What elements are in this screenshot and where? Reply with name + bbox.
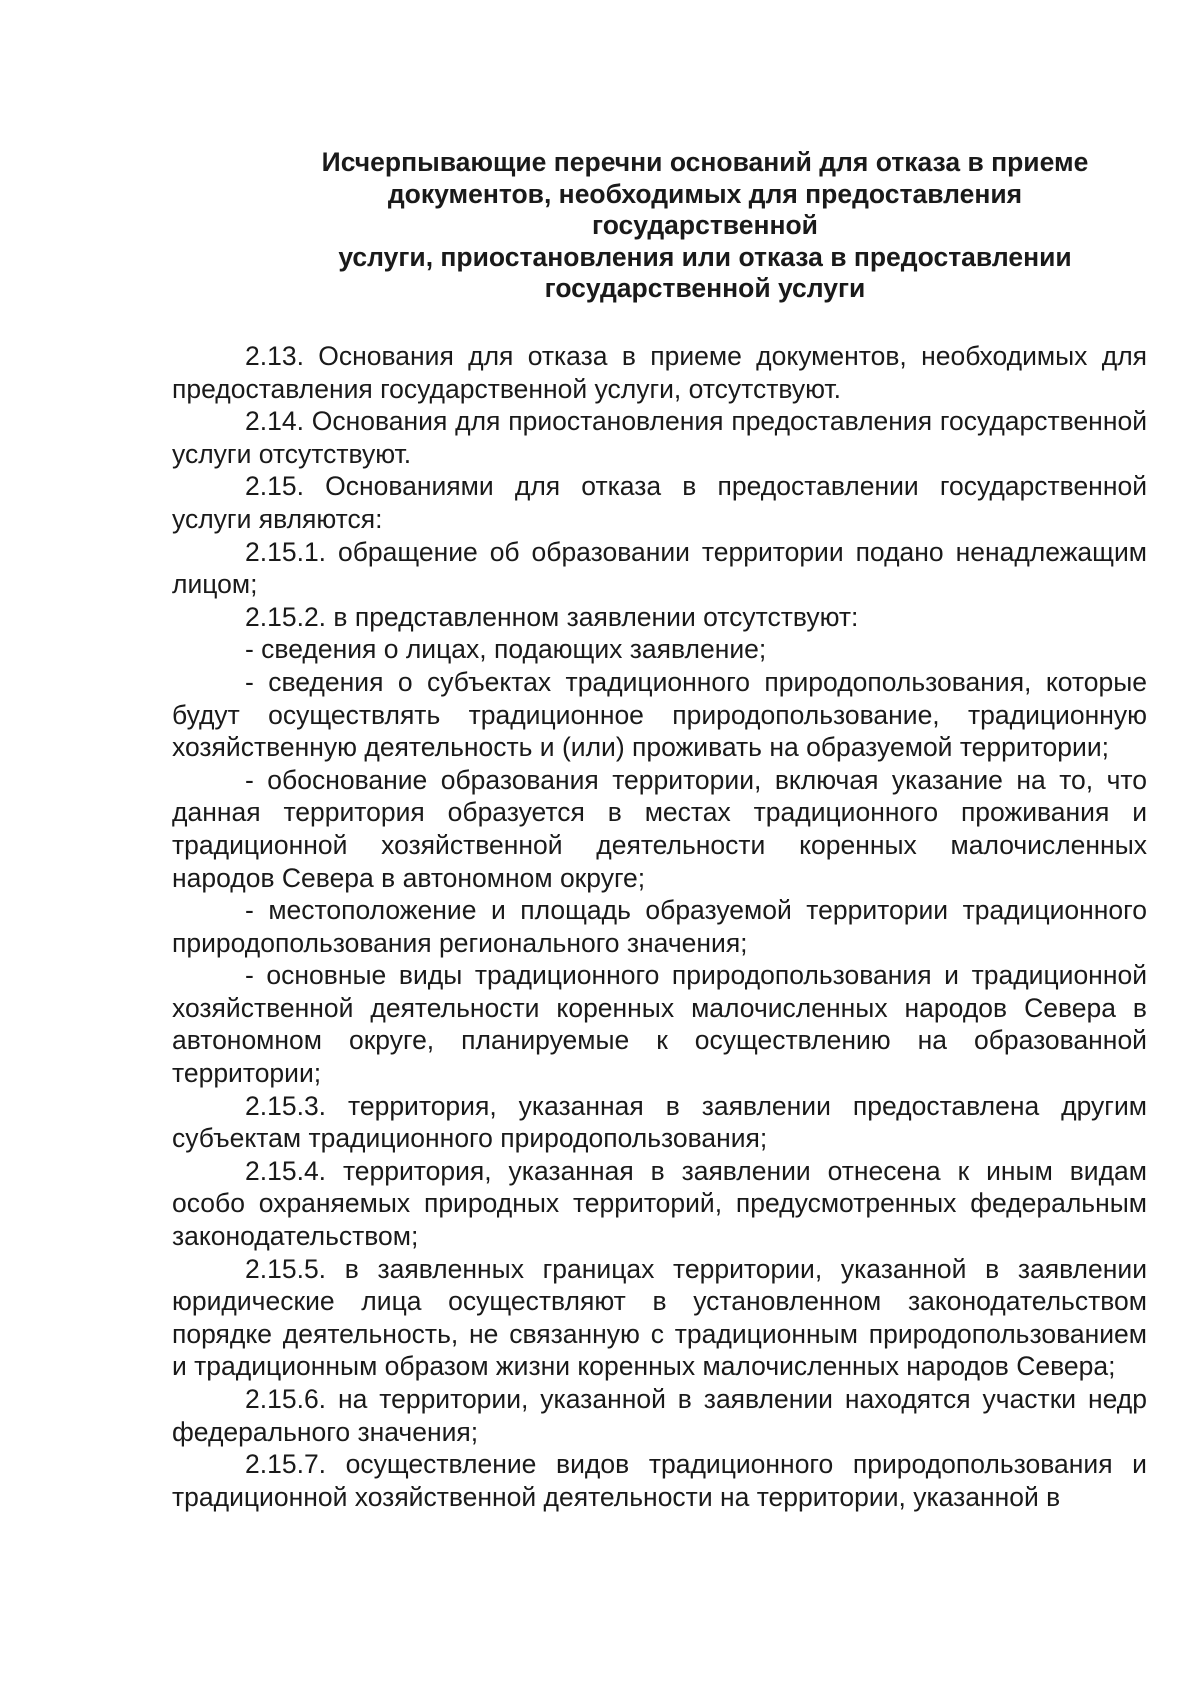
- paragraph-2-15-3: 2.15.3. территория, указанная в заявлении предоставлена другим субъектам традиционного природопользования;: [172, 1090, 1147, 1154]
- heading-line: услуги, приостановления или отказа в предоставлении: [338, 241, 1072, 272]
- paragraph-2-15-1: 2.15.1. обращение об образовании территории подано ненадлежащим лицом;: [172, 536, 1147, 600]
- list-item-applicant-info: - сведения о лицах, подающих заявление;: [245, 634, 767, 665]
- paragraph-2-13: 2.13. Основания для отказа в приеме документов, необходимых для предоставления государственной услуги, отсутствуют.: [172, 341, 1147, 404]
- list-item-location-area: - местоположение и площадь образуемой территории традиционного природопользования регионального значения;: [172, 895, 1147, 958]
- heading-line: государственной услуги: [544, 273, 866, 303]
- heading-line: Исчерпывающие перечни оснований для отказа в приеме: [321, 147, 1089, 177]
- heading-line: документов, необходимых для предоставления: [387, 178, 1023, 209]
- paragraph-2-15-4: 2.15.4. территория, указанная в заявлении отнесена к иным видам особо охраняемых природных территорий, предусмотренных федеральным законодательством;: [172, 1155, 1147, 1252]
- section-heading: [280, 147, 1130, 305]
- paragraph-2-15: 2.15. Основаниями для отказа в предоставлении государственной услуги являются:: [172, 471, 1147, 534]
- paragraph-2-15-2: 2.15.2. в представленном заявлении отсутствуют:: [245, 601, 859, 632]
- heading-line: государственной: [592, 210, 818, 240]
- paragraph-2-15-5: 2.15.5. в заявленных границах территории, указанной в заявлении юридические лица осуществляют в установленном законодательством порядке деятельность, не связанную с традиционным природопользованием и традиционным образом жизни коренных малочисленных народов Севера;: [172, 1253, 1147, 1382]
- list-item-subjects-info: - сведения о субъектах традиционного природопользования, которые будут осуществлять традиционное природопользование, традиционную хозяйственную деятельность и (или) проживать на образуемой территории;: [172, 666, 1147, 763]
- list-item-justification: - обоснование образования территории, включая указание на то, что данная территория образуется в местах традиционного проживания и традиционной хозяйственной деятельности коренных малочисленных народов Севера в автономном округе;: [172, 764, 1147, 893]
- paragraph-2-15-6: 2.15.6. на территории, указанной в заявлении находятся участки недр федерального значения;: [172, 1384, 1147, 1447]
- list-item-activity-types: - основные виды традиционного природопользования и традиционной хозяйственной деятельности коренных малочисленных народов Севера в автономном округе, планируемые к осуществлению на образованной территории;: [172, 960, 1147, 1089]
- document-body: [172, 340, 1147, 1513]
- paragraph-2-14: 2.14. Основания для приостановления предоставления государственной услуги отсутствуют.: [172, 406, 1147, 469]
- paragraph-2-15-7: 2.15.7. осуществление видов традиционного природопользования и традиционной хозяйственной деятельности на территории, указанной в: [172, 1449, 1147, 1512]
